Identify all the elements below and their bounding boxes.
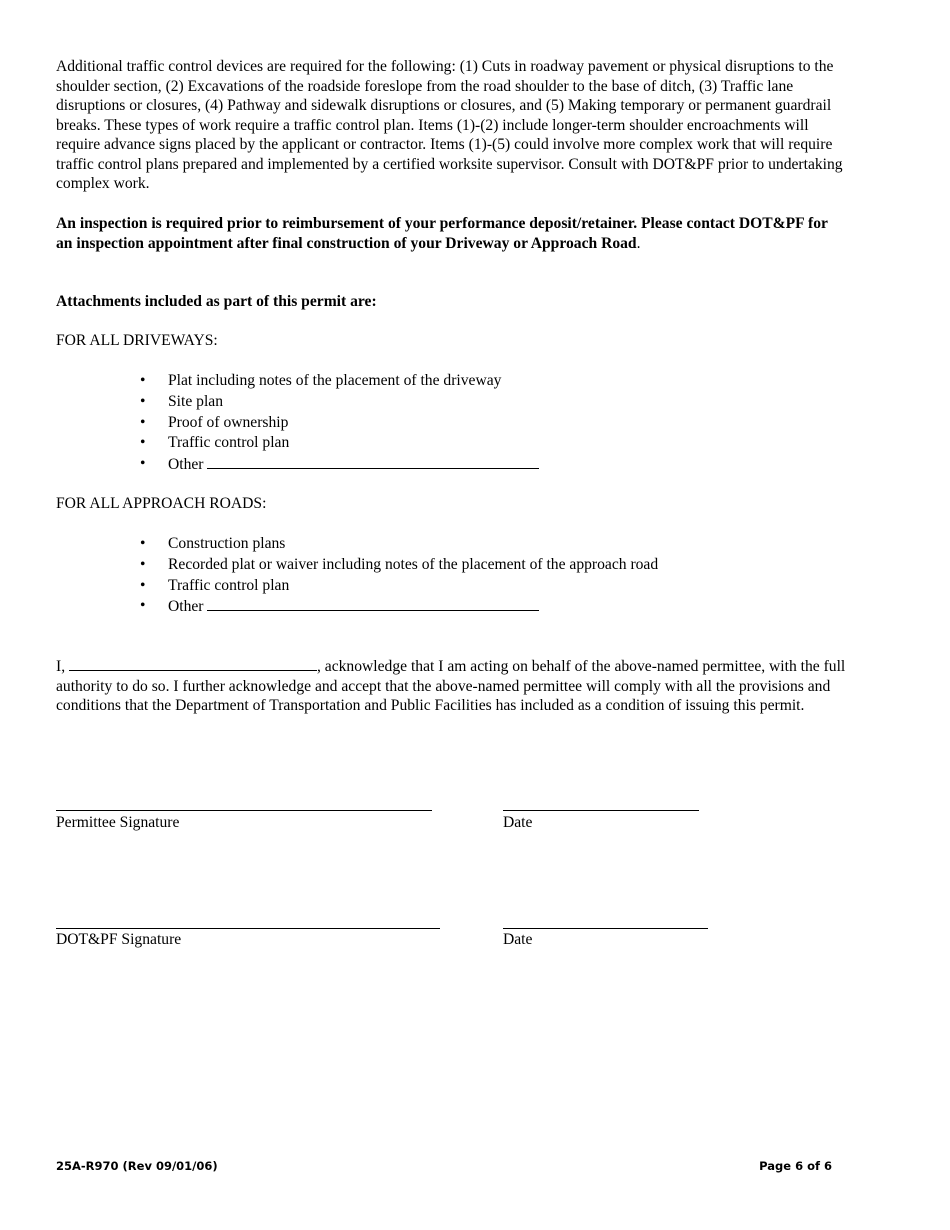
form-number: 25A-R970 (Rev 09/01/06) (56, 1159, 218, 1173)
dotpf-date-line[interactable] (503, 928, 708, 929)
intro-paragraph: Additional traffic control devices are required for the following: (1) Cuts in roadway pavement or physical disruptions to the shoulder section, (2) Excavations of the roadside foreslope from the road shoulder to the base of ditch, (3) Traffic lane disruptions or closures, (4) Pathway and sidewalk disruptions or closures, and (5) Making temporary or permanent guardrail breaks. These types of work require a traffic control plan. Items (1)-(2) include longer-term shoulder encroachments will require advance signs placed by the applicant or contractor. Items (1)-(5) could involve more complex work that will require traffic control plans prepared and implemented by a certified worksite supervisor. Consult with DOT&PF prior to undertaking complex work. (56, 58, 843, 192)
acknowledgment-prefix: I, (56, 658, 66, 675)
permittee-date-line[interactable] (503, 810, 699, 811)
list-item-text: Proof of ownership (168, 413, 289, 431)
list-item-text: Traffic control plan (168, 434, 290, 452)
driveways-item-plat (140, 371, 539, 392)
list-item-text: Traffic control plan (168, 576, 290, 594)
dotpf-date-label: Date (503, 931, 533, 948)
page-number: Page 6 of 6 (759, 1159, 832, 1173)
driveways-list (140, 371, 539, 476)
approach-item-construction-plans (140, 534, 658, 555)
driveways-other-blank[interactable] (207, 454, 539, 469)
list-item-text: Recorded plat or waiver including notes of the placement of the approach road (168, 555, 659, 573)
approach-roads-list (140, 534, 658, 618)
list-item-text: Construction plans (168, 535, 286, 552)
attachments-heading: Attachments included as part of this permit are: (56, 293, 377, 310)
driveways-item-traffic-control-plan (140, 433, 539, 454)
inspection-notice-period: . (636, 234, 641, 252)
list-item-text: Plat including notes of the placement of the driveway (168, 372, 502, 389)
approach-item-other (140, 596, 658, 618)
list-item-text: Site plan (168, 392, 224, 410)
inspection-notice-text: An inspection is required prior to reimbursement of your performance deposit/retainer. Please contact DOT&PF for an inspection appointment after final construction of your Driveway or Approach Road (56, 215, 828, 252)
approach-roads-heading: FOR ALL APPROACH ROADS: (56, 495, 267, 512)
permittee-signature-label: Permittee Signature (56, 814, 180, 831)
acknowledgment-paragraph (56, 656, 846, 716)
approach-other-blank[interactable] (207, 596, 539, 611)
approach-item-traffic-control-plan (140, 576, 658, 597)
dotpf-signature-label: DOT&PF Signature (56, 931, 182, 948)
permittee-signature-line[interactable] (56, 810, 432, 811)
list-item-text: Other (168, 598, 204, 616)
list-item-text: Other (168, 456, 204, 474)
permittee-date-label: Date (503, 814, 533, 831)
inspection-notice (56, 214, 846, 253)
driveways-item-other (140, 454, 539, 476)
acknowledgment-text: , acknowledge that I am acting on behalf of the above-named permittee, with the full authority to do so. I further acknowledge and accept that the above-named permittee will comply with all the provisions and conditions that the Department of Transportation and Public Facilities has included as a condition of issuing this permit. (56, 658, 846, 714)
dotpf-signature-line[interactable] (56, 928, 440, 929)
driveways-heading: FOR ALL DRIVEWAYS: (56, 332, 218, 349)
acknowledgment-name-blank[interactable] (69, 656, 317, 671)
approach-item-recorded-plat (140, 555, 658, 576)
driveways-item-site-plan (140, 392, 539, 413)
driveways-item-proof-ownership (140, 413, 539, 434)
